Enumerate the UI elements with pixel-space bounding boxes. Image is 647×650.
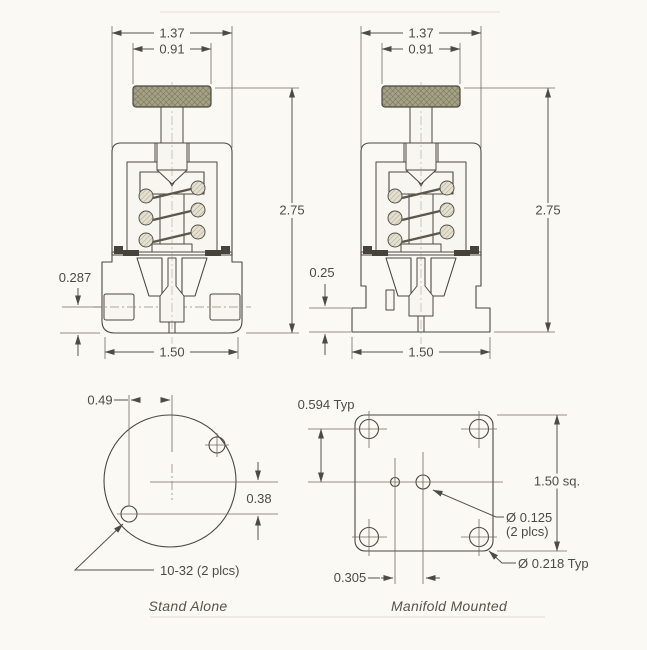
dim-label-base-width-right: 1.50 [408, 344, 434, 360]
bottom-view-standalone [75, 393, 278, 615]
dim-label-base-width-left: 1.50 [159, 344, 185, 360]
dim-label-hole-y: 0.38 [246, 491, 272, 506]
leader-line [75, 524, 154, 570]
dim-label-outer-width-right: 1.37 [408, 25, 434, 41]
flow-passage [386, 290, 394, 310]
diaphragm-block [137, 258, 162, 296]
dim-label-square-size: 1.50 sq. [533, 473, 581, 489]
seal [372, 250, 388, 256]
dim-label-center-hole-dia: Ø 0.125 [506, 510, 553, 525]
dim-label-corner-hole-dia: Ø 0.218 Typ [518, 556, 589, 571]
dim-label-hole-spacing: 0.305 [333, 570, 367, 585]
dim-label-knob-width-left: 0.91 [159, 41, 185, 57]
seal [205, 250, 221, 256]
front-view-standalone [59, 26, 310, 360]
dim-label-hole-x: 0.49 [87, 392, 113, 408]
dim-label-center-hole-qty: (2 plcs) [506, 524, 549, 539]
diaphragm-block [182, 258, 207, 296]
dim-label-port-offset: 0.287 [58, 270, 92, 285]
bottom-view-manifold [298, 397, 589, 614]
diaphragm-block [431, 258, 456, 296]
body-outline-circle [104, 415, 236, 547]
seal [454, 250, 470, 256]
caption-manifold-mounted: Manifold Mounted [390, 598, 508, 614]
dim-label-step-offset: 0.25 [309, 265, 335, 280]
leader-line [489, 551, 516, 563]
seal [123, 250, 139, 256]
front-view-manifold [309, 26, 566, 360]
dim-label-height-right: 2.75 [535, 202, 561, 218]
caption-stand-alone: Stand Alone [148, 598, 228, 614]
dim-label-knob-width-right: 0.91 [408, 41, 434, 57]
dim-label-outer-width-left: 1.37 [159, 25, 185, 41]
dim-label-corner-offset: 0.594 Typ [297, 397, 355, 412]
thread-callout-label: 10-32 (2 plcs) [160, 563, 240, 578]
dim-label-height-left: 2.75 [279, 202, 305, 218]
